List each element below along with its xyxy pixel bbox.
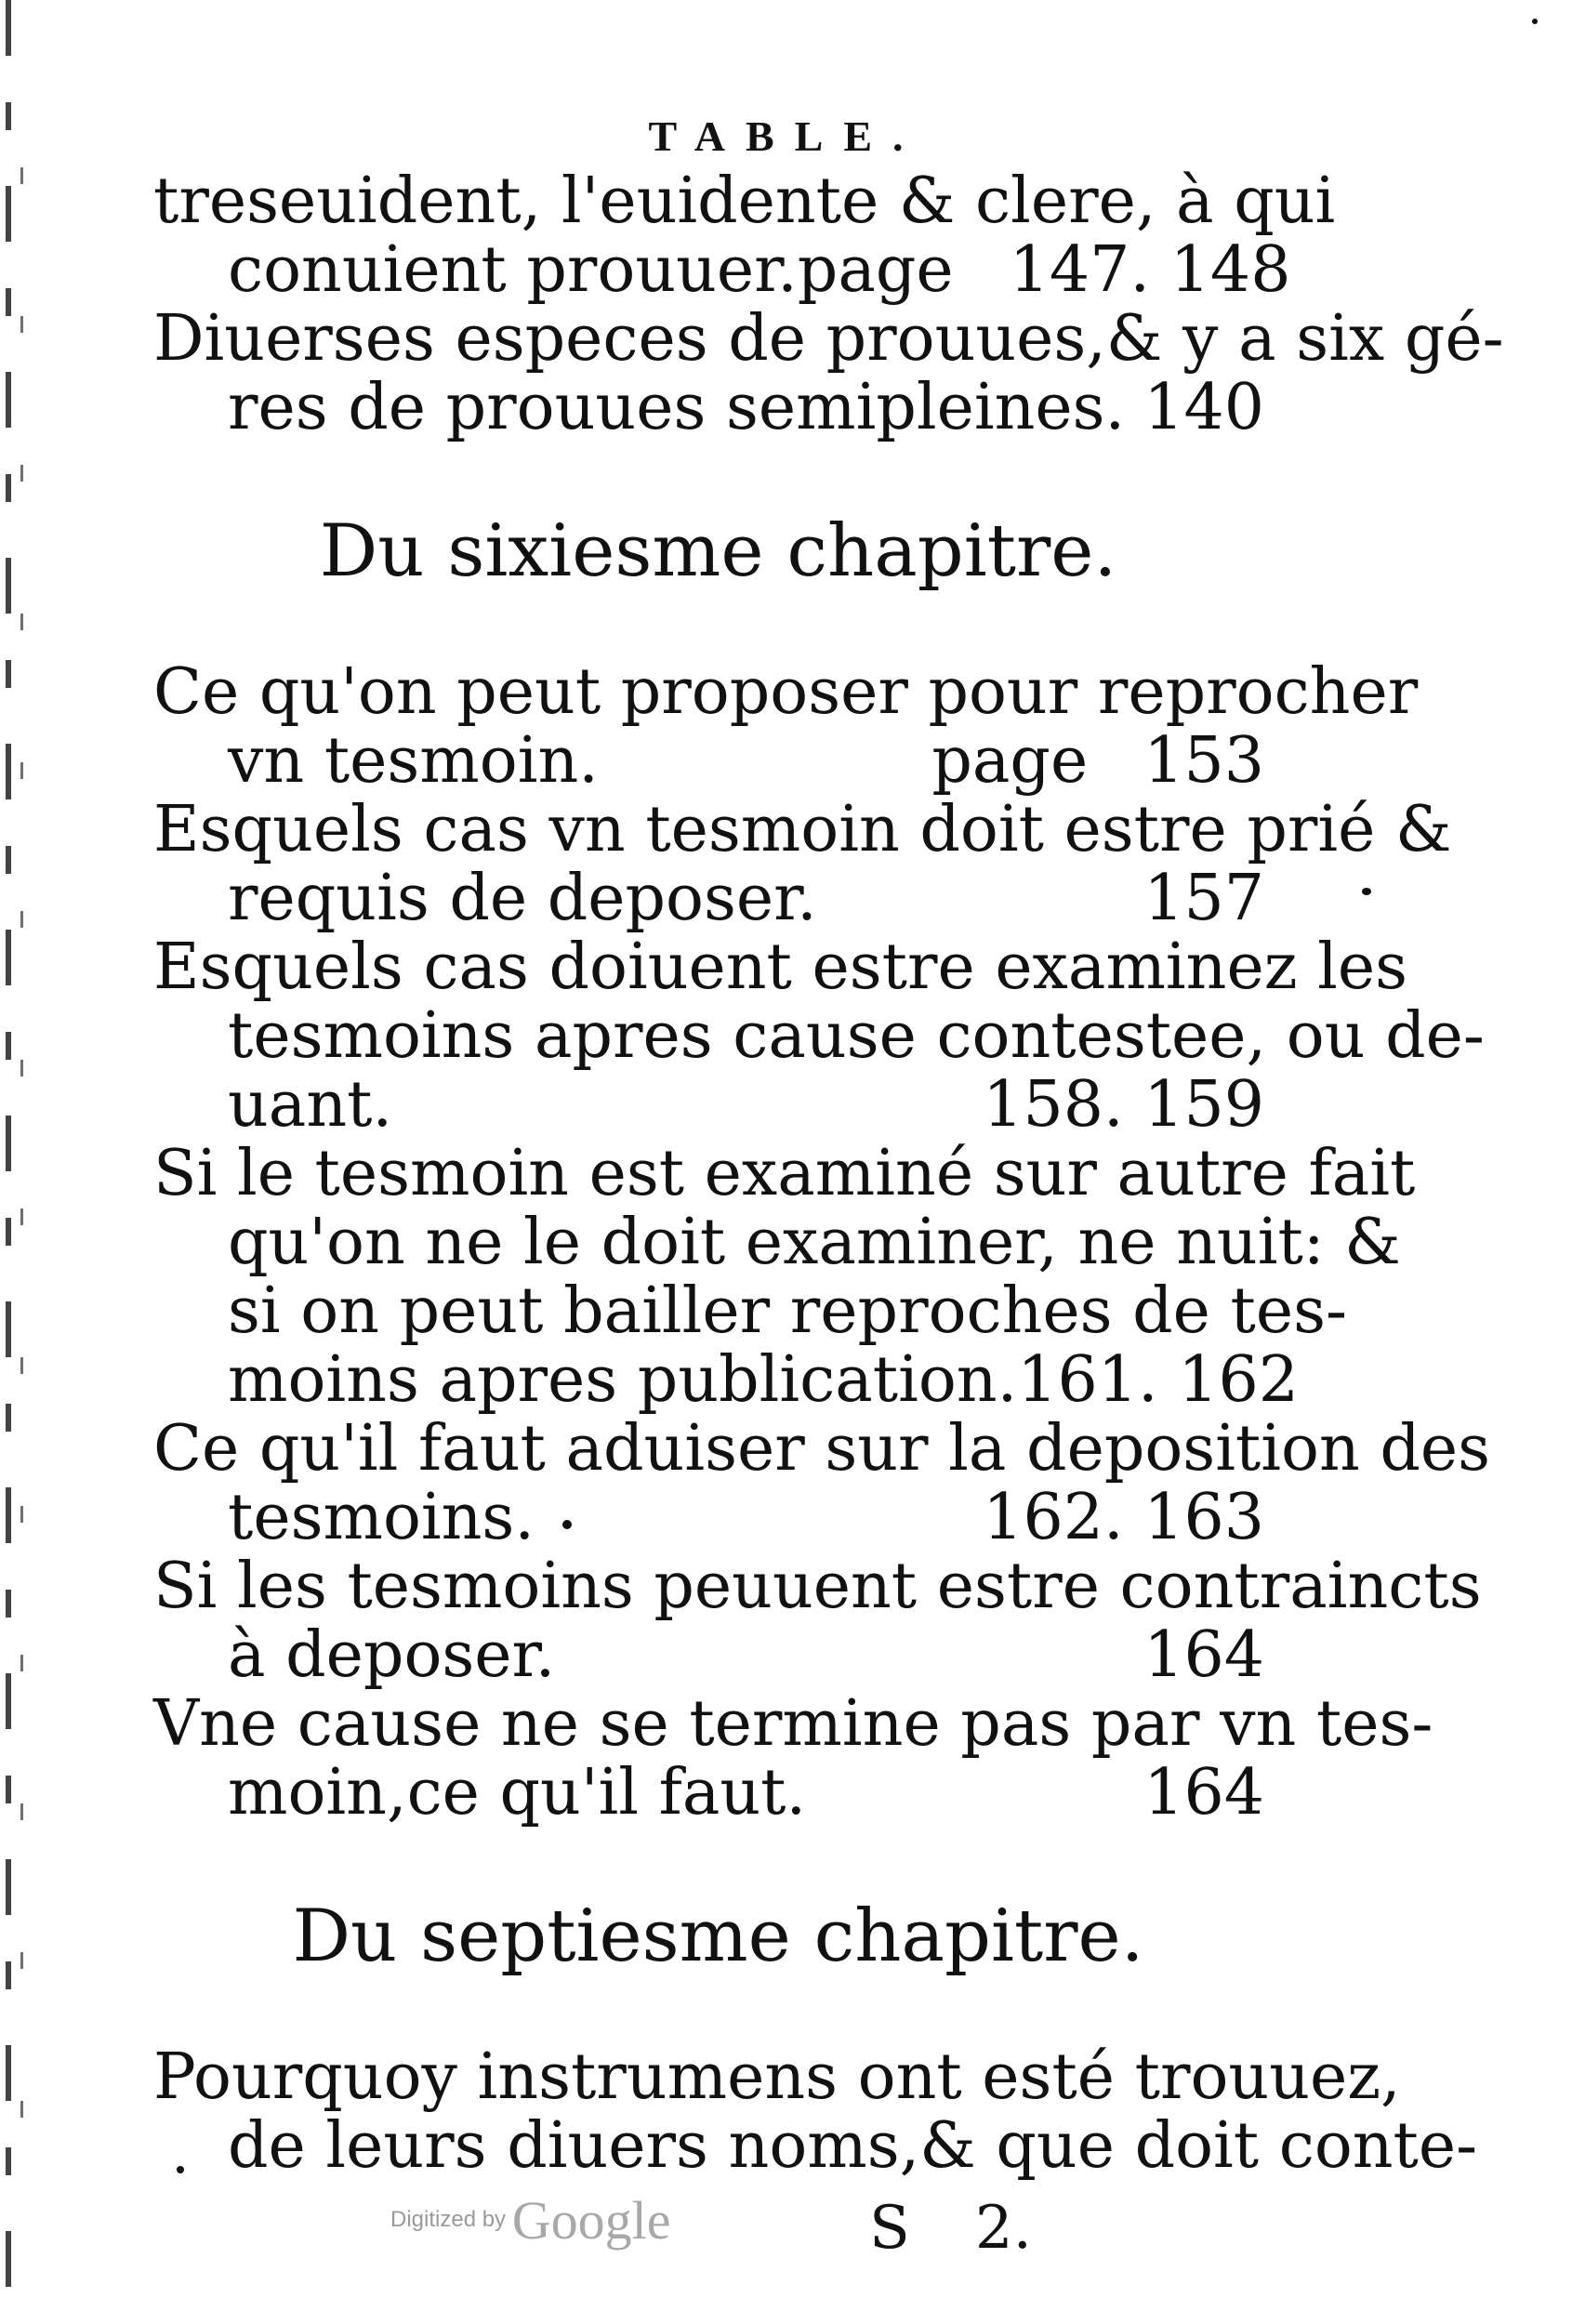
toc-entry [153, 302, 1504, 444]
ink-speck [1532, 19, 1538, 24]
entry-line: Pourquoy instrumens ont esté trouuez, [153, 2040, 1401, 2114]
entry-line: Esquels cas doiuent estre examinez les [153, 931, 1408, 1004]
page-number: 153 [1143, 724, 1264, 798]
entry-last-line [153, 724, 1264, 798]
entry-text: de leurs diuers noms,& que doit conte- [228, 2109, 1478, 2183]
digitized-prefix: Digitized by [390, 2206, 507, 2232]
entry-line: Diuerses especes de prouues,& y a six gé- [153, 302, 1504, 376]
page-ref [983, 1068, 1264, 1142]
running-head: TABLE. [648, 112, 924, 160]
entry-line: si on peut bailler reproches de tes- [228, 1274, 1347, 1348]
entry-line: Ce qu'on peut proposer pour reprocher [153, 655, 1419, 729]
entry-text: moins apres publication. [228, 1343, 1018, 1417]
page-number: 164 [1143, 1756, 1264, 1829]
entry-line: Esquels cas vn tesmoin doit estre prié & [153, 793, 1452, 866]
entry-text: à deposer. [228, 1618, 556, 1692]
scan-edge-inner [20, 167, 23, 2212]
page-ref [1143, 862, 1264, 935]
page-number: 157 [1143, 862, 1264, 935]
toc-entry [153, 931, 1485, 1142]
entry-text: vn tesmoin. [228, 724, 599, 798]
scan-edge [6, 0, 11, 2324]
toc-entry [153, 2040, 1478, 2183]
toc-entry [153, 165, 1336, 307]
page-ref [931, 724, 1264, 798]
page-number: 162. 163 [983, 1481, 1264, 1554]
entry-line: Ce qu'il faut aduiser sur la deposition des [153, 1412, 1491, 1486]
entry-text: res de prouues semipleines. [228, 371, 1126, 444]
page-number: 140 [1143, 371, 1264, 444]
entry-line: Si les tesmoins peuuent estre contraincts [153, 1550, 1482, 1623]
entry-last-line [153, 1756, 1264, 1829]
entry-text: tesmoins. [228, 1481, 535, 1554]
page-number: 147. 148 [1009, 233, 1291, 307]
signature-letter: S [869, 2194, 910, 2263]
entry-text: uant. [228, 1068, 393, 1142]
ink-speck [562, 1520, 572, 1529]
entry-last-line [153, 1618, 1264, 1692]
toc-entry [153, 1137, 1416, 1417]
entry-last-line [153, 1068, 1264, 1142]
entry-last-line [153, 371, 1264, 444]
page-prefix: page [797, 233, 954, 307]
entry-line: qu'on ne le doit examiner, ne nuit: & [228, 1206, 1401, 1279]
entry-line: tesmoins apres cause contestee, ou de- [228, 999, 1485, 1073]
page-ref [983, 1481, 1264, 1554]
page-ref [797, 233, 1291, 307]
section-title: Du sixiesme chapitre. [319, 509, 1117, 593]
entry-last-line [153, 2109, 1478, 2183]
toc-entry [153, 1687, 1433, 1829]
table-of-contents [153, 165, 1504, 2183]
toc-entry [153, 1412, 1491, 1554]
entry-line: Vne cause ne se termine pas par vn tes- [153, 1687, 1433, 1761]
entry-text: conuient prouuer. [228, 233, 798, 307]
toc-entry [153, 793, 1452, 935]
signature-number: 2. [974, 2194, 1032, 2263]
entry-last-line [153, 862, 1264, 935]
page-number: 164 [1143, 1618, 1264, 1692]
entry-text: moin,ce qu'il faut. [228, 1756, 807, 1829]
page-ref [1143, 371, 1264, 444]
toc-entry [153, 655, 1419, 798]
entry-line: treseuident, l'euidente & clere, à qui [153, 165, 1336, 238]
entry-text: requis de deposer. [228, 862, 817, 935]
page-number: 158. 159 [983, 1068, 1264, 1142]
page-ref [1143, 1756, 1264, 1829]
signature-mark [869, 2194, 1032, 2263]
digitized-watermark [390, 2189, 670, 2251]
ink-speck [177, 2166, 184, 2173]
ink-speck [1362, 888, 1371, 895]
page-ref [1017, 1343, 1300, 1417]
section-title: Du septiesme chapitre. [292, 1895, 1144, 1978]
entry-last-line [153, 233, 1291, 307]
page-ref [1143, 1618, 1264, 1692]
entry-last-line [153, 1481, 1264, 1554]
page-number: 161. 162 [1017, 1343, 1300, 1417]
toc-entry [153, 1550, 1482, 1692]
page-prefix: page [931, 724, 1089, 798]
entry-last-line [153, 1343, 1300, 1417]
entry-line: Si le tesmoin est examiné sur autre fait [153, 1137, 1416, 1210]
google-logo: Google [511, 2190, 671, 2251]
